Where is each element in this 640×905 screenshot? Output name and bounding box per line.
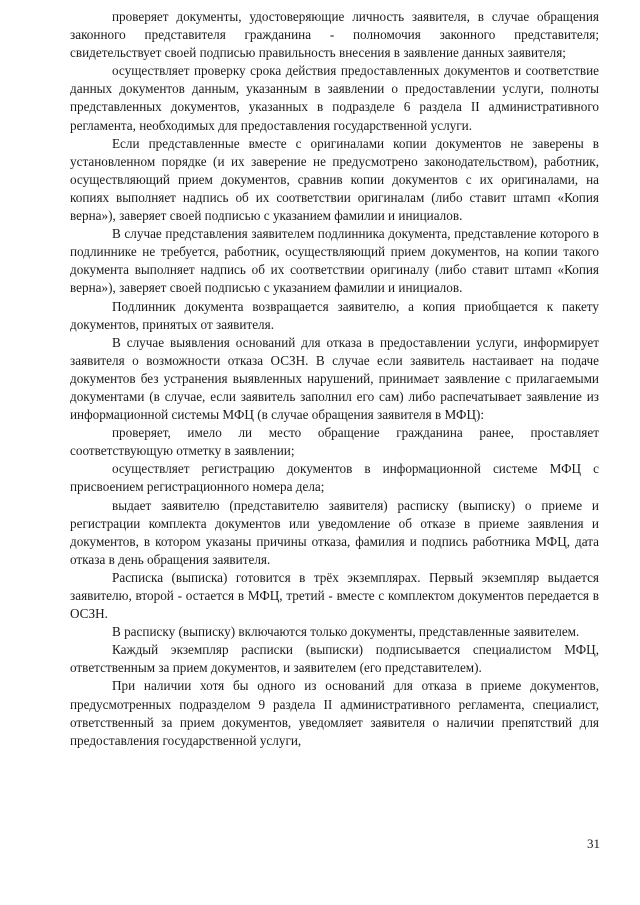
paragraph: проверяет, имело ли место обращение гражданина ранее, проставляет соответствующую отметку в заявлении;	[70, 425, 599, 459]
page-number: 31	[587, 836, 600, 851]
paragraph: выдает заявителю (представителю заявителя) расписку (выписку) о приеме и регистрации комплекта документов или уведомление об отказе в приеме заявления и документов, в котором указаны причины отказа, фамилия и подпись работника МФЦ, дата отказа в день обращения заявителя.	[70, 497, 599, 567]
paragraph: Если представленные вместе с оригиналами копии документов не заверены в установленном порядке (и их заверение не предусмотрено законодательством), работник, осуществляющий прием документов, сравнив копии документов с их оригиналами, на копиях выполняет надпись об их соответствии оригиналам (либо ставит штамп «Копия верна»), заверяет своей подписью с указанием фамилии и инициалов.	[70, 135, 599, 224]
paragraph: осуществляет регистрацию документов в информационной системе МФЦ с присвоением регистрационного номера дела;	[70, 461, 599, 495]
paragraph: В случае представления заявителем подлинника документа, представление которого в подлиннике не требуется, работник, осуществляющий прием документов, на копии такого документа выполняет надпись об их соответствии оригиналу (либо ставит штамп «Копия верна»), заверяет своей подписью с указанием фамилии и инициалов.	[70, 226, 599, 296]
paragraph: Подлинник документа возвращается заявителю, а копия приобщается к пакету документов, принятых от заявителя.	[70, 298, 599, 332]
paragraph: В расписку (выписку) включаются только документы, представленные заявителем.	[112, 624, 580, 640]
paragraph: осуществляет проверку срока действия предоставленных документов и соответствие данных документов данным, указанным в заявлении о предоставлении услуги, полноты представленных документов, указанных в подразделе 6 раздела II административного регламента, необходимых для предоставления государственной услуги.	[70, 63, 599, 133]
body-text	[70, 8, 599, 750]
paragraph: Расписка (выписка) готовится в трёх экземплярах. Первый экземпляр выдается заявителю, второй - остается в МФЦ, третий - вместе с комплектом документов передается в ОСЗН.	[70, 569, 599, 622]
paragraph: В случае выявления оснований для отказа в предоставлении услуги, информирует заявителя о возможности отказа ОСЗН. В случае если заявитель настаивает на подаче документов без устранения выявленных нарушений, принимает заявление с прилагаемыми документами (в случае, если заявитель заполнил его сам) либо распечатывает заявление из информационной системы МФЦ (в случае обращения заявителя в МФЦ):	[70, 334, 599, 423]
paragraph: Каждый экземпляр расписки (выписки) подписывается специалистом МФЦ, ответственным за прием документов, и заявителем (его представителем).	[70, 642, 599, 676]
paragraph: При наличии хотя бы одного из оснований для отказа в приеме документов, предусмотренных подразделом 9 раздела II административного регламента, специалист, ответственный за прием документов, уведомляет заявителя о наличии препятствий для предоставления государственной услуги,	[70, 678, 599, 748]
paragraph: проверяет документы, удостоверяющие личность заявителя, в случае обращения законного представителя гражданина - полномочия законного представителя; свидетельствует своей подписью правильность внесения в заявление данных заявителя;	[70, 9, 599, 61]
